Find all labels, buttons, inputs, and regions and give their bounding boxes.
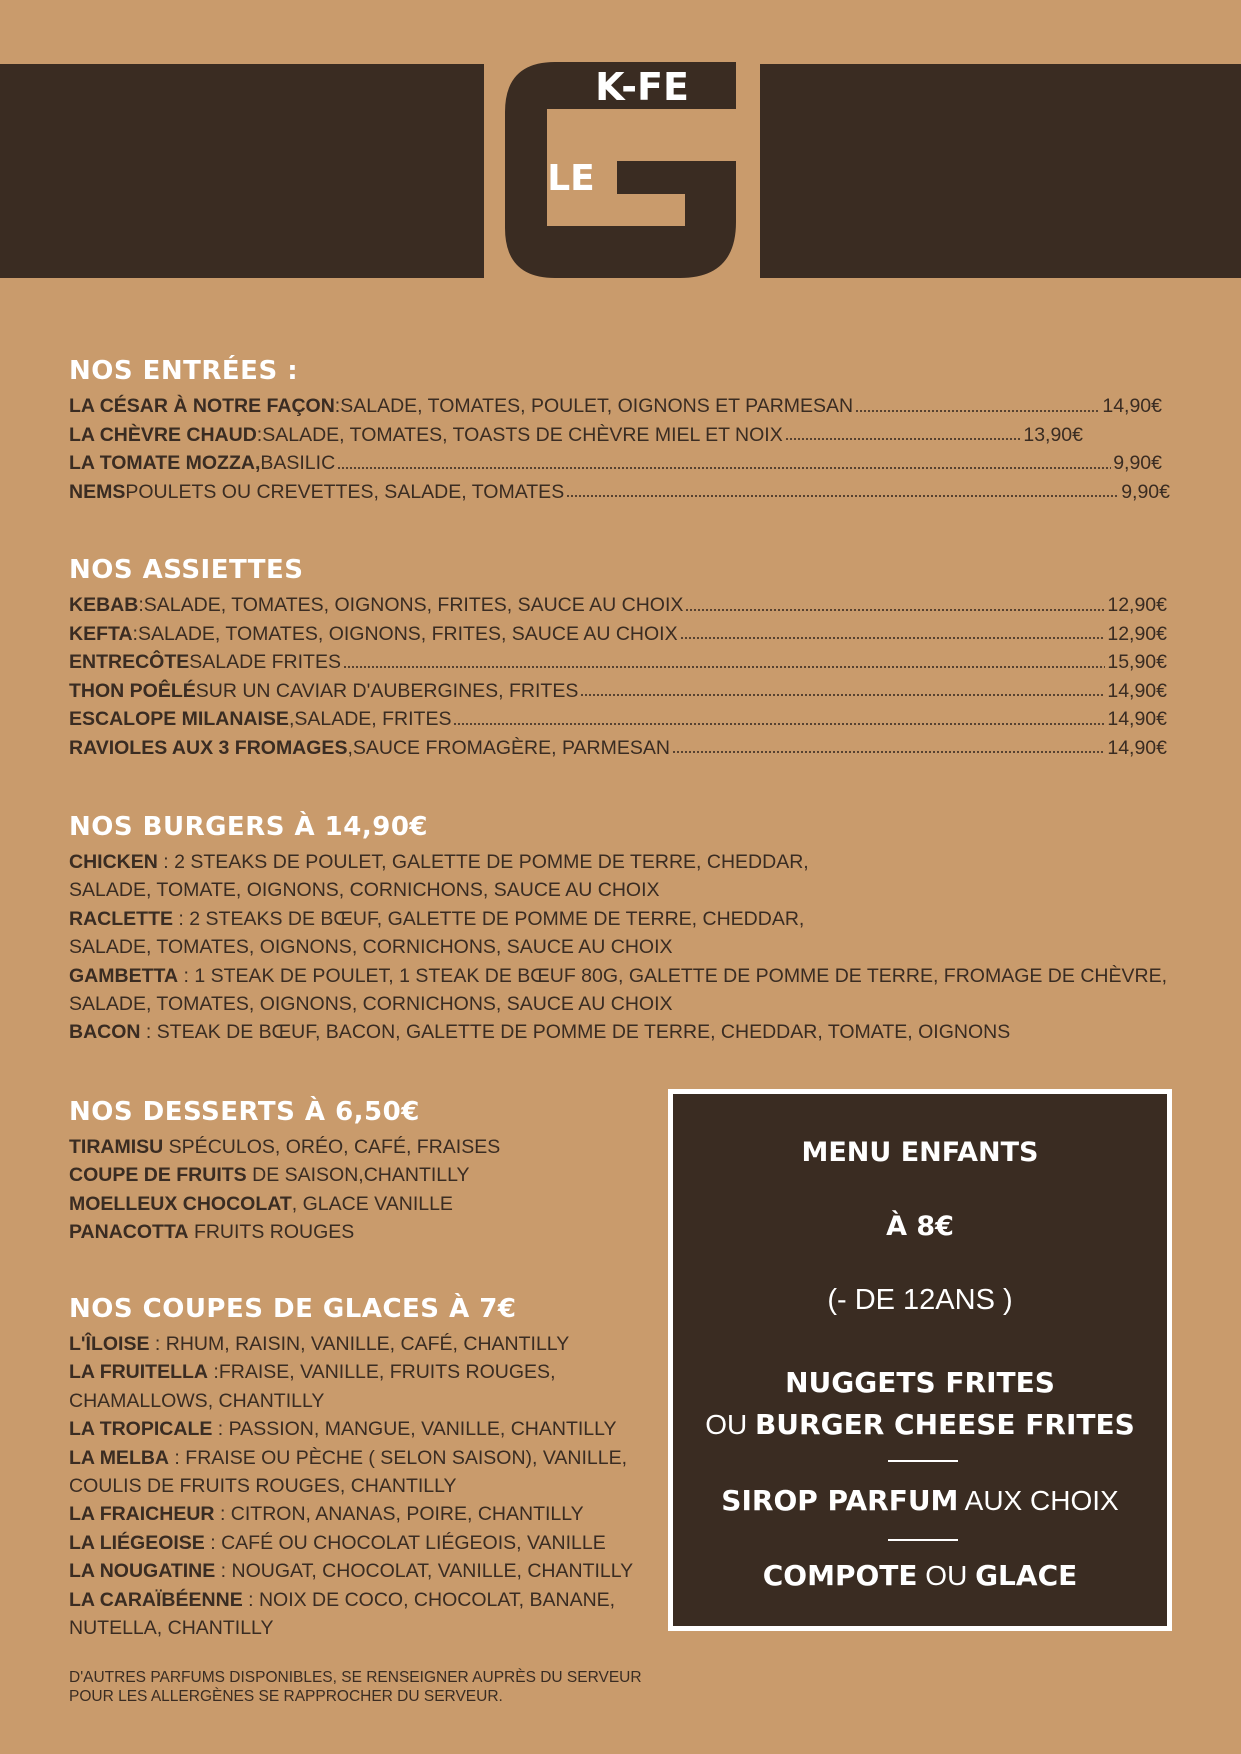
item-name: TIRAMISU [69, 1136, 164, 1158]
item-description-cont: SALADE, TOMATES, OIGNONS, CORNICHONS, SAUCE AU CHOIX [69, 993, 673, 1016]
kids-menu-dessert [673, 1559, 1167, 1592]
item-name: KEFTA [69, 622, 133, 645]
logo-kfe-text: K-FE [595, 65, 689, 109]
item-sep: : [169, 1446, 186, 1469]
item-price: 14,90€ [1102, 395, 1162, 417]
item-name: NEMS [69, 480, 126, 503]
menu-item [69, 1415, 633, 1443]
logo-le-text: LE [547, 158, 595, 199]
item-description: PASSION, MANGUE, VANILLE, CHANTILLY [228, 1418, 617, 1441]
item-price: 9,90€ [1113, 452, 1162, 474]
item-sep: : [178, 964, 195, 987]
menu-item [69, 1529, 633, 1557]
item-name: LA MELBA [69, 1446, 170, 1469]
dot-leader [566, 494, 1119, 498]
menu-item [69, 1557, 633, 1585]
item-name: CHICKEN [69, 851, 158, 873]
item-name: LA LIÉGEOISE [69, 1531, 205, 1554]
item-description: STEAK DE BŒUF, BACON, GALETTE DE POMME DE TERRE, CHEDDAR, TOMATE, OIGNONS [156, 1021, 1011, 1044]
item-sep: : [256, 423, 263, 446]
item-name: KEBAB [69, 594, 139, 616]
menu-item [69, 478, 1170, 507]
item-name: LA TOMATE MOZZA, [69, 452, 261, 474]
burgers-section [69, 812, 1167, 1047]
dot-leader [343, 665, 1105, 669]
dot-leader [337, 466, 1111, 470]
item-description: CITRON, ANANAS, POIRE, CHANTILLY [230, 1503, 584, 1526]
menu-item [69, 421, 1083, 450]
item-name: ENTRECÔTE [69, 651, 190, 673]
kids-menu-box [668, 1089, 1172, 1631]
header-band-right [760, 64, 1241, 278]
item-name: LA FRUITELLA [69, 1361, 209, 1384]
item-price: 15,90€ [1107, 651, 1167, 673]
item-name: LA NOUGATINE [69, 1560, 216, 1583]
item-description: 1 STEAK DE POULET, 1 STEAK DE BŒUF 80G, GALETTE DE POMME DE TERRE, FROMAGE DE CHÈVRE, [194, 964, 1167, 987]
menu-item [69, 905, 1167, 933]
desserts-title: NOS DESSERTS À 6,50€ [69, 1097, 420, 1127]
item-sep: : [214, 1503, 231, 1526]
kids-menu-age: (- DE 12ANS ) [827, 1284, 1013, 1316]
divider [888, 1539, 958, 1541]
item-description-cont: SALADE, TOMATES, OIGNONS, CORNICHONS, SAUCE AU CHOIX [69, 936, 673, 959]
dot-leader [680, 636, 1106, 640]
item-description: POULETS OU CREVETTES, SALADE, TOMATES [125, 480, 565, 503]
item-sep: : [138, 594, 144, 616]
item-price: 12,90€ [1107, 622, 1167, 645]
item-description: SALADE, TOMATES, OIGNONS, FRITES, SAUCE AU CHOIX [137, 622, 678, 645]
item-name: COUPE DE FRUITS [69, 1164, 247, 1187]
dot-leader [685, 608, 1105, 612]
item-name: LA CARAÏBÉENNE [69, 1588, 243, 1611]
item-description: 2 STEAKS DE BŒUF, GALETTE DE POMME DE TERRE, CHEDDAR, [189, 907, 805, 930]
item-description-cont: NUTELLA, CHANTILLY [69, 1617, 274, 1640]
item-price: 12,90€ [1107, 594, 1167, 616]
item-sep: : [157, 851, 175, 873]
item-name: BACON [69, 1021, 141, 1044]
item-name: LA TROPICALE [69, 1418, 213, 1441]
item-sep: : [132, 622, 138, 645]
item-sep: : [215, 1560, 232, 1583]
item-description-cont: SALADE, TOMATE, OIGNONS, CORNICHONS, SAUCE AU CHOIX [69, 879, 660, 902]
item-description: DE SAISON,CHANTILLY [252, 1164, 470, 1187]
item-sep: : [212, 1418, 229, 1441]
kids-menu-drink [673, 1484, 1167, 1517]
item-description: SALADE, TOMATES, OIGNONS, FRITES, SAUCE AU CHOIX [143, 594, 684, 616]
item-description: SALADE FRITES [189, 651, 341, 673]
kids-menu-price: À 8€ [886, 1211, 954, 1242]
item-description: FRAISE, VANILLE, FRUITS ROUGES, [218, 1361, 556, 1384]
item-name: PANACOTTA [69, 1221, 189, 1244]
kids-menu-drink-rest: AUX CHOIX [958, 1485, 1119, 1516]
item-description: GLACE VANILLE [302, 1192, 453, 1215]
menu-item [69, 848, 1167, 876]
item-name: LA CHÈVRE CHAUD [69, 423, 257, 446]
item-description: SALADE, FRITES [294, 708, 452, 730]
item-sep: : [149, 1333, 166, 1355]
item-price: 9,90€ [1121, 480, 1170, 503]
footer-line-2: POUR LES ALLERGÈNES SE RAPPROCHER DU SERVEUR. [69, 1688, 503, 1705]
menu-item [69, 1500, 633, 1528]
footer-notes [69, 1668, 642, 1706]
menu-item [69, 392, 1162, 421]
menu-item [69, 620, 1167, 649]
menu-item [69, 677, 1167, 706]
dot-leader [672, 750, 1105, 754]
assiettes-section [69, 555, 1169, 762]
item-name: RACLETTE [69, 907, 173, 930]
item-description: SAUCE FROMAGÈRE, PARMESAN [352, 736, 670, 759]
item-sep: : [204, 1531, 222, 1554]
kids-menu-compote: COMPOTE [762, 1559, 918, 1592]
dot-leader [580, 693, 1105, 697]
menu-item [69, 648, 1167, 677]
item-description: FRUITS ROUGES [193, 1221, 355, 1244]
kids-menu-main-2 [673, 1408, 1167, 1441]
menu-item [69, 1358, 633, 1386]
item-name: ESCALOPE MILANAISE [69, 708, 289, 730]
item-sep: : [140, 1021, 157, 1044]
menu-item [69, 591, 1167, 620]
item-description: SALADE, TOMATES, TOASTS DE CHÈVRE MIEL ET NOIX [262, 423, 783, 446]
item-description: CAFÉ OU CHOCOLAT LIÉGEOIS, VANILLE [221, 1531, 606, 1554]
item-sep: : [208, 1361, 219, 1384]
menu-item [69, 1218, 500, 1246]
menu-item [69, 962, 1167, 990]
glaces-title: NOS COUPES DE GLACES À 7€ [69, 1294, 517, 1324]
item-sep: : [334, 395, 341, 417]
glaces-section [69, 1294, 633, 1642]
item-sep: , [347, 736, 353, 759]
menu-item [69, 1161, 500, 1189]
item-description: NOIX DE COCO, CHOCOLAT, BANANE, [258, 1588, 616, 1611]
dot-leader [453, 722, 1105, 726]
le-g-kfe-logo [505, 62, 737, 280]
item-price: 13,90€ [1023, 423, 1083, 446]
item-description: BASILIC [260, 452, 336, 474]
item-price: 14,90€ [1107, 708, 1167, 730]
menu-item [69, 734, 1167, 763]
entrees-section [69, 356, 1169, 506]
burgers-title: NOS BURGERS À 14,90€ [69, 812, 428, 842]
item-sep: : [173, 907, 190, 930]
item-name: LA FRAICHEUR [69, 1503, 215, 1526]
item-name: MOELLEUX CHOCOLAT [69, 1192, 292, 1215]
kids-menu-dessert-or: OU [917, 1560, 976, 1591]
item-name: THON POÊLÉ [69, 679, 196, 702]
menu-item [69, 1444, 633, 1472]
item-description: FRAISE OU PÈCHE ( SELON SAISON), VANILLE, [185, 1446, 628, 1469]
item-sep: , [291, 1192, 303, 1215]
menu-item [69, 1330, 633, 1358]
menu-item [69, 1586, 633, 1614]
dot-leader [855, 409, 1100, 413]
item-description: NOUGAT, CHOCOLAT, VANILLE, CHANTILLY [231, 1560, 634, 1583]
menu-item [69, 449, 1162, 478]
item-name: L'ÎLOISE [69, 1333, 150, 1355]
item-description: SUR UN CAVIAR D'AUBERGINES, FRITES [195, 679, 579, 702]
footer-line-1: D'AUTRES PARFUMS DISPONIBLES, SE RENSEIGNER AUPRÈS DU SERVEUR [69, 1669, 642, 1686]
entrees-title: NOS ENTRÉES : [69, 356, 299, 386]
item-price: 14,90€ [1107, 679, 1167, 702]
header-band-left [0, 64, 484, 278]
item-description: SALADE, TOMATES, POULET, OIGNONS ET PARMESAN [340, 395, 854, 417]
divider [888, 1460, 958, 1462]
item-description-cont: CHAMALLOWS, CHANTILLY [69, 1389, 325, 1412]
kids-menu-drink-bold: SIROP PARFUM [721, 1484, 959, 1517]
menu-item [69, 705, 1167, 734]
kids-menu-glace: GLACE [975, 1559, 1078, 1592]
item-sep: , [288, 708, 295, 730]
item-name: LA CÉSAR À NOTRE FAÇON [69, 395, 335, 417]
menu-item [69, 1018, 1167, 1046]
menu-item [69, 1133, 500, 1161]
item-name: RAVIOLES AUX 3 FROMAGES [69, 736, 348, 759]
kids-menu-or: OU [705, 1409, 755, 1440]
item-description-cont: COULIS DE FRUITS ROUGES, CHANTILLY [69, 1475, 457, 1498]
dot-leader [785, 437, 1022, 441]
item-price: 14,90€ [1107, 736, 1167, 759]
assiettes-title: NOS ASSIETTES [69, 555, 304, 585]
desserts-section [69, 1097, 500, 1247]
menu-item [69, 1190, 500, 1218]
item-description: SPÉCULOS, ORÉO, CAFÉ, FRAISES [168, 1136, 501, 1158]
kids-menu-title: MENU ENFANTS [801, 1137, 1039, 1168]
item-description: RHUM, RAISIN, VANILLE, CAFÉ, CHANTILLY [165, 1333, 570, 1355]
item-sep: : [242, 1588, 259, 1611]
item-description: 2 STEAKS DE POULET, GALETTE DE POMME DE TERRE, CHEDDAR, [174, 851, 809, 873]
kids-menu-main-1: NUGGETS FRITES [785, 1366, 1055, 1399]
kids-menu-burger: BURGER CHEESE FRITES [754, 1408, 1135, 1441]
item-name: GAMBETTA [69, 964, 179, 987]
